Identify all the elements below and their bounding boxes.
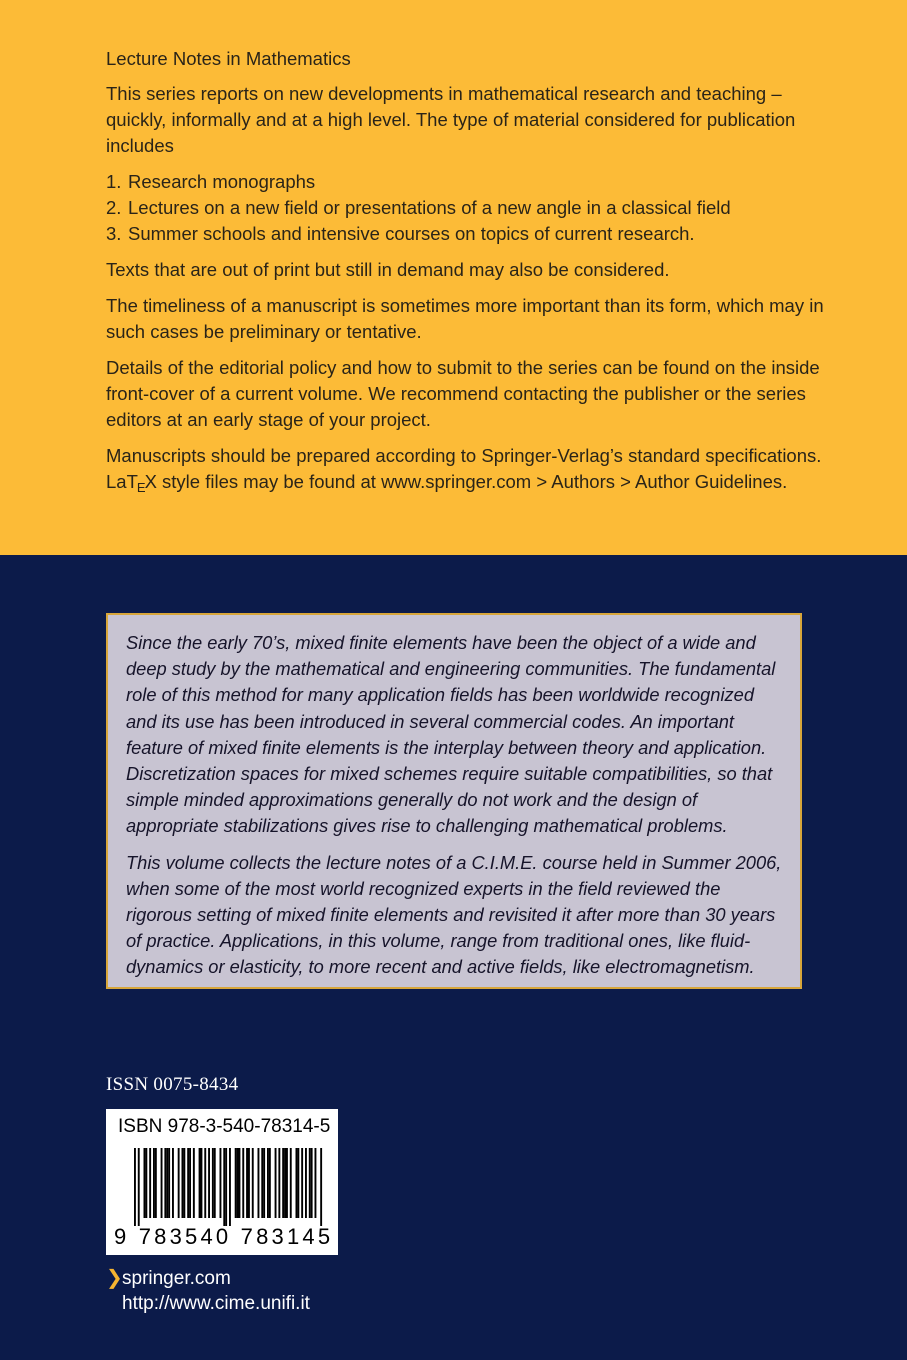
barcode-bar [320, 1148, 322, 1226]
chevron-right-icon: ❯ [106, 1267, 123, 1289]
springer-link[interactable]: springer.com [122, 1268, 231, 1289]
barcode-bar [311, 1148, 313, 1218]
barcode-bar [168, 1148, 170, 1218]
barcode-bar [182, 1148, 184, 1218]
series-text-block [106, 46, 846, 507]
barcode-bar [204, 1148, 206, 1218]
barcode-bar [164, 1148, 166, 1218]
barcode-bar [309, 1148, 311, 1218]
barcode-bar [166, 1148, 168, 1218]
barcode-bar [229, 1148, 231, 1226]
barcode-bar [242, 1148, 244, 1218]
barcode-bar [149, 1148, 151, 1218]
series-title: Lecture Notes in Mathematics [106, 48, 351, 69]
series-info-panel [0, 0, 907, 555]
barcode-bar [275, 1148, 277, 1218]
cime-link[interactable]: http://www.cime.unifi.it [122, 1293, 310, 1314]
manuscripts-note: Manuscripts should be prepared according to Springer-Verlag’s standard specifications. LaT$_E$X style files may be found at www.springer.com > Authors > Author Guidelines. [106, 445, 822, 495]
barcode-bar [183, 1148, 185, 1218]
barcode-bar [258, 1148, 260, 1218]
barcode-bar [178, 1148, 180, 1218]
barcode-bar [284, 1148, 286, 1218]
links-block [106, 1266, 310, 1316]
list-item: 3. Summer schools and intensive courses on topics of current research. [106, 223, 695, 244]
barcode-bar [199, 1148, 201, 1218]
barcode-bar [134, 1148, 136, 1226]
isbn-label: ISBN 978-3-540-78314-5 [118, 1116, 331, 1137]
barcode-bar [269, 1148, 271, 1218]
barcode-bar [155, 1148, 157, 1218]
barcode-bar [235, 1148, 237, 1218]
barcode-bars [134, 1148, 324, 1226]
barcode-bar [220, 1148, 222, 1218]
barcode-bar [153, 1148, 155, 1218]
series-intro: This series reports on new developments in mathematical research and teaching – quickly, informally and at a high level. The type of material considered for publication includes [106, 83, 796, 156]
barcode-bar [297, 1148, 299, 1218]
barcode-bar [237, 1148, 239, 1218]
barcode-bar [286, 1148, 288, 1218]
barcode-bar [161, 1148, 163, 1218]
barcode-bar [201, 1148, 203, 1218]
barcode-digits: 9 783540 783145 [114, 1224, 334, 1249]
barcode-bar [208, 1148, 210, 1218]
barcode-bar [212, 1148, 214, 1218]
abstract-paragraph-1: Since the early 70’s, mixed finite elements have been the object of a wide and deep study by the mathematical and engineering communities. The fundamental role of this method for many application fields has been worldwide recognized and its use has been introduced in several commercial codes. An important feature of mixed finite elements is the interplay between theory and application. Discretization spaces for mixed schemes require suitable compatibilities, so that simple minded approximations generally do not work and the design of appropriate stabilizations gives rise to challenging mathematical problems. [126, 632, 776, 837]
barcode-bar [144, 1148, 146, 1218]
barcode-bar [263, 1148, 265, 1218]
barcode-bar [296, 1148, 298, 1218]
editorial-policy-note: Details of the editorial policy and how to submit to the series can be found on the inside front-cover of a current volume. We recommend contacting the publisher or the series editors at an early stage of your project. [106, 357, 820, 430]
barcode-bar [278, 1148, 280, 1218]
barcode-bar [189, 1148, 191, 1218]
barcode-bar [301, 1148, 303, 1218]
material-list [106, 169, 846, 247]
barcode-bar [239, 1148, 241, 1218]
barcode-bar [315, 1148, 317, 1218]
barcode-bar [305, 1148, 307, 1218]
list-item: 1. Research monographs [106, 171, 316, 192]
barcode-bar [225, 1148, 227, 1226]
abstract-paragraph-2: This volume collects the lecture notes of a C.I.M.E. course held in Summer 2006, when some of the most world recognized experts in the field reviewed the rigorous setting of mixed finite elements and revisited it after more than 30 years of practice. Applications, in this volume, range from traditional ones, like fluid-dynamics or elasticity, to more recent and active fields, like electromagnetism. [126, 851, 782, 978]
issn-label: ISSN 0075-8434 [106, 1074, 239, 1095]
barcode-bar [248, 1148, 250, 1218]
timeliness-note: The timeliness of a manuscript is sometimes more important than its form, which may in such cases be preliminary or tentative. [106, 295, 824, 342]
barcode-bar [193, 1148, 195, 1218]
out-of-print-note: Texts that are out of print but still in demand may also be considered. [106, 259, 670, 280]
list-item: 2. Lectures on a new field or presentations of a new angle in a classical field [106, 197, 731, 218]
barcode-bar [145, 1148, 147, 1218]
barcode-bar [282, 1148, 284, 1218]
barcode-bar [172, 1148, 174, 1218]
abstract-box [106, 613, 802, 989]
barcode-bar [267, 1148, 269, 1218]
barcode-bar [290, 1148, 292, 1218]
barcode-bar [246, 1148, 248, 1218]
barcode-bar [252, 1148, 254, 1218]
barcode-bar [223, 1148, 225, 1226]
barcode-bar [138, 1148, 140, 1226]
barcode-bar [214, 1148, 216, 1218]
isbn-barcode [106, 1109, 338, 1255]
barcode-bar [187, 1148, 189, 1218]
barcode-bar [261, 1148, 263, 1218]
